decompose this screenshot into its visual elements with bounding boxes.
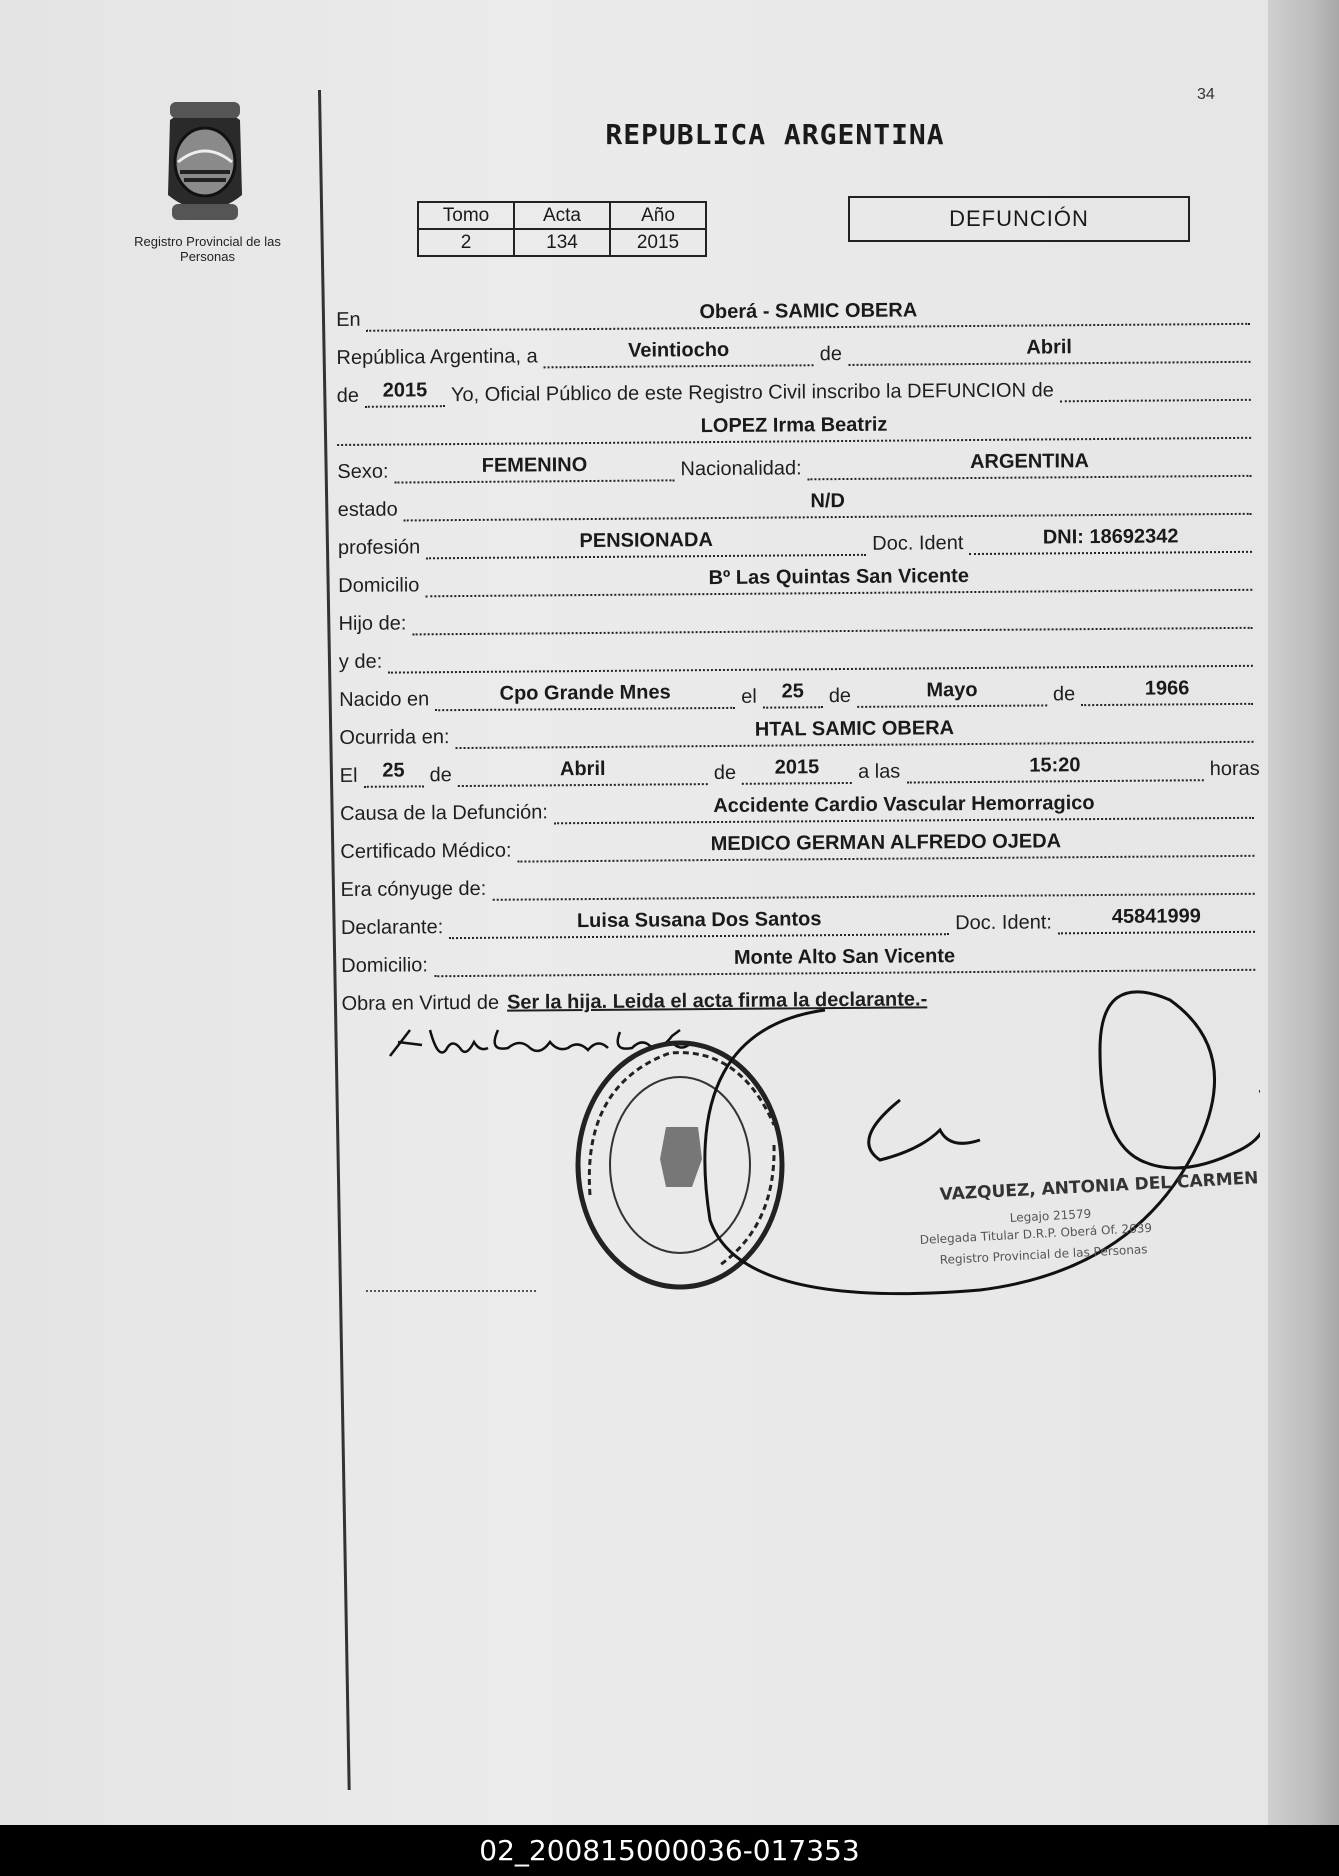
nacido-label: Nacido en: [339, 688, 430, 711]
declarante-doc-label: Doc. Ident:: [955, 911, 1052, 935]
row-hijo-de: [338, 597, 1258, 640]
declarante-label: Declarante:: [340, 916, 444, 939]
y-de-label: y de:: [338, 650, 383, 673]
row-inscribo: [337, 369, 1257, 412]
inscribo-text: Yo, Oficial Público de este Registro Civil inscribo la DEFUNCION de: [450, 379, 1054, 407]
row-domicilio-declarante: [341, 939, 1261, 982]
y-de-field: [388, 637, 1253, 674]
row-certificado: [340, 825, 1260, 868]
profesion-label: profesión: [337, 536, 421, 559]
row-nacido: [339, 673, 1259, 716]
ocurrida-label: Ocurrida en:: [339, 726, 450, 749]
obra-value: Ser la hija. Leida el acta firma la declarante.-: [506, 988, 928, 1014]
domicilio-label: Domicilio: [338, 574, 420, 597]
acta-value: 134: [514, 229, 610, 256]
nacionalidad-label: Nacionalidad:: [680, 457, 802, 481]
fecha-el-label: El: [339, 764, 358, 787]
row-ocurrida: [339, 711, 1259, 754]
conyuge-label: Era cónyuge de:: [340, 877, 487, 901]
misiones-emblem-icon: [150, 100, 260, 225]
birthplace-field: Cpo Grande Mnes: [435, 679, 735, 711]
header-acta: Acta: [514, 202, 610, 229]
doc-ident-label: Doc. Ident: [872, 532, 964, 555]
row-estado: [337, 483, 1257, 526]
certificado-field: MEDICO GERMAN ALFREDO OJEDA: [517, 827, 1254, 863]
death-time-field: 15:20: [906, 751, 1204, 783]
birth-month-field: Mayo: [857, 676, 1047, 707]
official-round-seal: [578, 1043, 782, 1287]
row-declarante: [341, 901, 1261, 944]
signatures-area: [380, 990, 1260, 1320]
declarante-field: Luisa Susana Dos Santos: [449, 905, 949, 939]
declarante-doc-field: 45841999: [1058, 903, 1255, 935]
el-label: el: [741, 685, 757, 708]
de-month-label: de: [828, 684, 852, 708]
birth-day-field: 25: [763, 678, 823, 708]
fecha-de-label-2: de: [713, 761, 737, 785]
de-year-label: de: [336, 384, 360, 407]
deceased-name-field: LOPEZ Irma Beatriz: [337, 409, 1251, 446]
profesion-field: PENSIONADA: [426, 526, 866, 559]
row-republica: [336, 331, 1256, 374]
causa-field: Accidente Cardio Vascular Hemorragico: [554, 789, 1254, 824]
inscribo-trailing-field: [1060, 371, 1251, 402]
certificado-label: Certificado Médico:: [340, 839, 512, 863]
row-y-de: [339, 635, 1259, 678]
signature-line: [366, 1290, 536, 1292]
death-month-field: Abril: [458, 755, 708, 787]
domicilio-field: Bº Las Quintas San Vicente: [425, 561, 1252, 597]
republica-label: República Argentina, a: [336, 345, 538, 369]
ocurrida-field: HTAL SAMIC OBERA: [455, 713, 1253, 749]
sexo-field: FEMENINO: [394, 451, 674, 483]
death-year-field: 2015: [742, 754, 852, 785]
svg-text:Delegada Titular D.R.P. Oberá: Delegada Titular D.R.P. Oberá Of. 2639: [919, 1220, 1153, 1247]
official-name-stamp: [919, 1168, 1258, 1267]
row-fecha: [340, 749, 1260, 792]
row-conyuge: [340, 863, 1260, 906]
a-las-label: a las: [857, 760, 901, 783]
horas-label: horas: [1209, 757, 1260, 781]
day-field: Veintiocho: [544, 336, 814, 368]
doc-ident-field: DNI: 18692342: [969, 523, 1252, 555]
obra-label: Obra en Virtud de: [341, 991, 500, 1015]
svg-text:Legajo 21579: Legajo 21579: [1009, 1206, 1092, 1225]
scan-caption: 02_200815000036-017353: [0, 1825, 1339, 1876]
sexo-label: Sexo:: [337, 460, 389, 483]
year-field: 2015: [365, 377, 445, 408]
row-profesion: [338, 521, 1258, 564]
month-field: Abril: [848, 333, 1251, 366]
row-en: [336, 293, 1256, 336]
birth-year-field: 1966: [1081, 675, 1253, 706]
hijo-de-field: [412, 599, 1252, 636]
header-anio: Año: [610, 202, 706, 229]
act-type-box: DEFUNCIÓN: [848, 196, 1190, 242]
causa-label: Causa de la Defunción:: [339, 801, 549, 825]
row-causa: [340, 787, 1260, 830]
page-title: REPUBLICA ARGENTINA: [605, 118, 945, 151]
svg-text:VAZQUEZ, ANTONIA DEL CARMEN: VAZQUEZ, ANTONIA DEL CARMEN: [939, 1168, 1259, 1205]
official-signature: [705, 992, 1260, 1294]
de-year-label-2: de: [1052, 683, 1076, 706]
de-label: de: [819, 343, 843, 366]
row-sexo: [337, 445, 1257, 488]
domicilio-declarante-label: Domicilio:: [341, 954, 429, 977]
estado-label: estado: [337, 498, 398, 521]
tomo-value: 2: [418, 229, 514, 256]
fecha-de-label: de: [429, 764, 452, 787]
row-nombre: [337, 407, 1257, 450]
hijo-de-label: Hijo de:: [338, 612, 407, 635]
anio-value: 2015: [610, 229, 706, 256]
org-name: Registro Provincial de las Personas: [134, 234, 281, 264]
en-field: Oberá - SAMIC OBERA: [366, 295, 1250, 332]
page-number: 34: [1197, 86, 1215, 103]
estado-field: N/D: [404, 485, 1252, 522]
domicilio-declarante-field: Monte Alto San Vicente: [434, 941, 1256, 977]
registry-table: [417, 201, 707, 257]
svg-text:Registro Provincial de las Per: Registro Provincial de las Personas: [939, 1242, 1148, 1267]
row-domicilio: [338, 559, 1258, 602]
en-label: En: [336, 308, 361, 331]
nacionalidad-field: ARGENTINA: [808, 447, 1252, 480]
header-tomo: Tomo: [418, 202, 514, 229]
death-day-field: 25: [363, 757, 423, 787]
conyuge-field: [492, 865, 1255, 901]
binding-edge: [1268, 0, 1339, 1825]
